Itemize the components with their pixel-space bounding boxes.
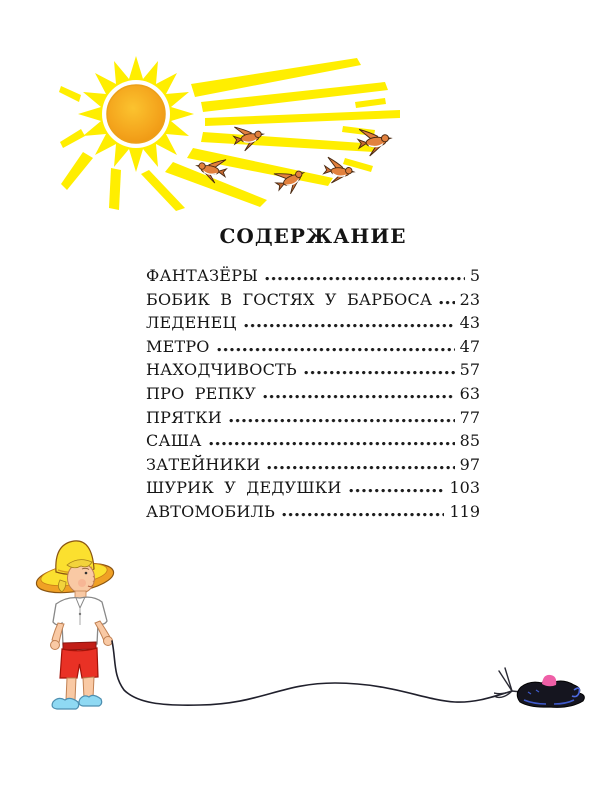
dot-leader — [244, 323, 455, 328]
toc-entry-page: 47 — [459, 336, 480, 356]
toc-entry — [146, 335, 480, 359]
sun-illustration — [55, 50, 425, 215]
toc-entry — [146, 288, 480, 312]
dot-leader — [263, 394, 455, 399]
toc-entry — [146, 311, 480, 335]
toc-entry — [146, 406, 480, 430]
toc-entry — [146, 429, 480, 453]
toc-entry-title: МЕТРО — [146, 336, 210, 356]
boy-shorts — [60, 642, 98, 678]
toc-entry-page: 103 — [449, 478, 480, 498]
toc-entry-title: ПРО РЕПКУ — [146, 383, 257, 403]
table-of-contents — [146, 224, 480, 524]
toc-entry-page: 63 — [459, 383, 480, 403]
toc-list — [146, 264, 480, 524]
toc-entry — [146, 500, 480, 524]
dot-leader — [265, 276, 465, 281]
dot-leader — [229, 418, 455, 423]
string-path — [112, 641, 512, 705]
toc-entry-page: 85 — [459, 431, 480, 451]
dot-leader — [282, 512, 444, 517]
toc-entry-title: САША — [146, 431, 202, 451]
toc-entry-page: 5 — [469, 266, 480, 285]
toc-entry-page: 43 — [459, 313, 480, 333]
toc-entry-title: ЗАТЕЙНИКИ — [146, 454, 261, 474]
toc-entry-title: АВТОМОБИЛЬ — [146, 501, 276, 521]
string-line — [95, 630, 525, 715]
dot-leader — [267, 465, 454, 470]
toc-entry-title: НАХОДЧИВОСТЬ — [146, 360, 297, 380]
dot-leader — [304, 370, 455, 375]
page-title: СОДЕРЖАНИЕ — [219, 224, 407, 248]
toc-entry-page: 97 — [459, 454, 480, 474]
toc-entry — [146, 264, 480, 288]
toy-body — [517, 675, 584, 707]
dot-leader — [209, 441, 455, 446]
toc-entry — [146, 453, 480, 477]
toy-on-string — [494, 662, 590, 714]
toc-entry-page: 119 — [449, 501, 480, 521]
toc-entry-page: 57 — [459, 360, 480, 380]
dot-leader — [439, 300, 454, 305]
toc-entry-title: ЛЕДЕНЕЦ — [146, 313, 237, 333]
toc-entry-title: ШУРИК У ДЕДУШКИ — [146, 478, 342, 498]
bird-icon — [357, 126, 394, 157]
toc-entry-page: 23 — [459, 289, 480, 309]
dot-leader — [217, 347, 455, 352]
dot-leader — [349, 488, 445, 493]
toc-entry-title: БОБИК В ГОСТЯХ У БАРБОСА — [146, 289, 433, 309]
toc-entry — [146, 476, 480, 500]
toc-entry-title: ФАНТАЗЁРЫ — [146, 266, 259, 285]
toc-entry — [146, 382, 480, 406]
sun-icon — [107, 85, 165, 143]
toc-entry-page: 77 — [459, 407, 480, 427]
toc-entry-title: ПРЯТКИ — [146, 407, 222, 427]
toc-entry — [146, 358, 480, 382]
